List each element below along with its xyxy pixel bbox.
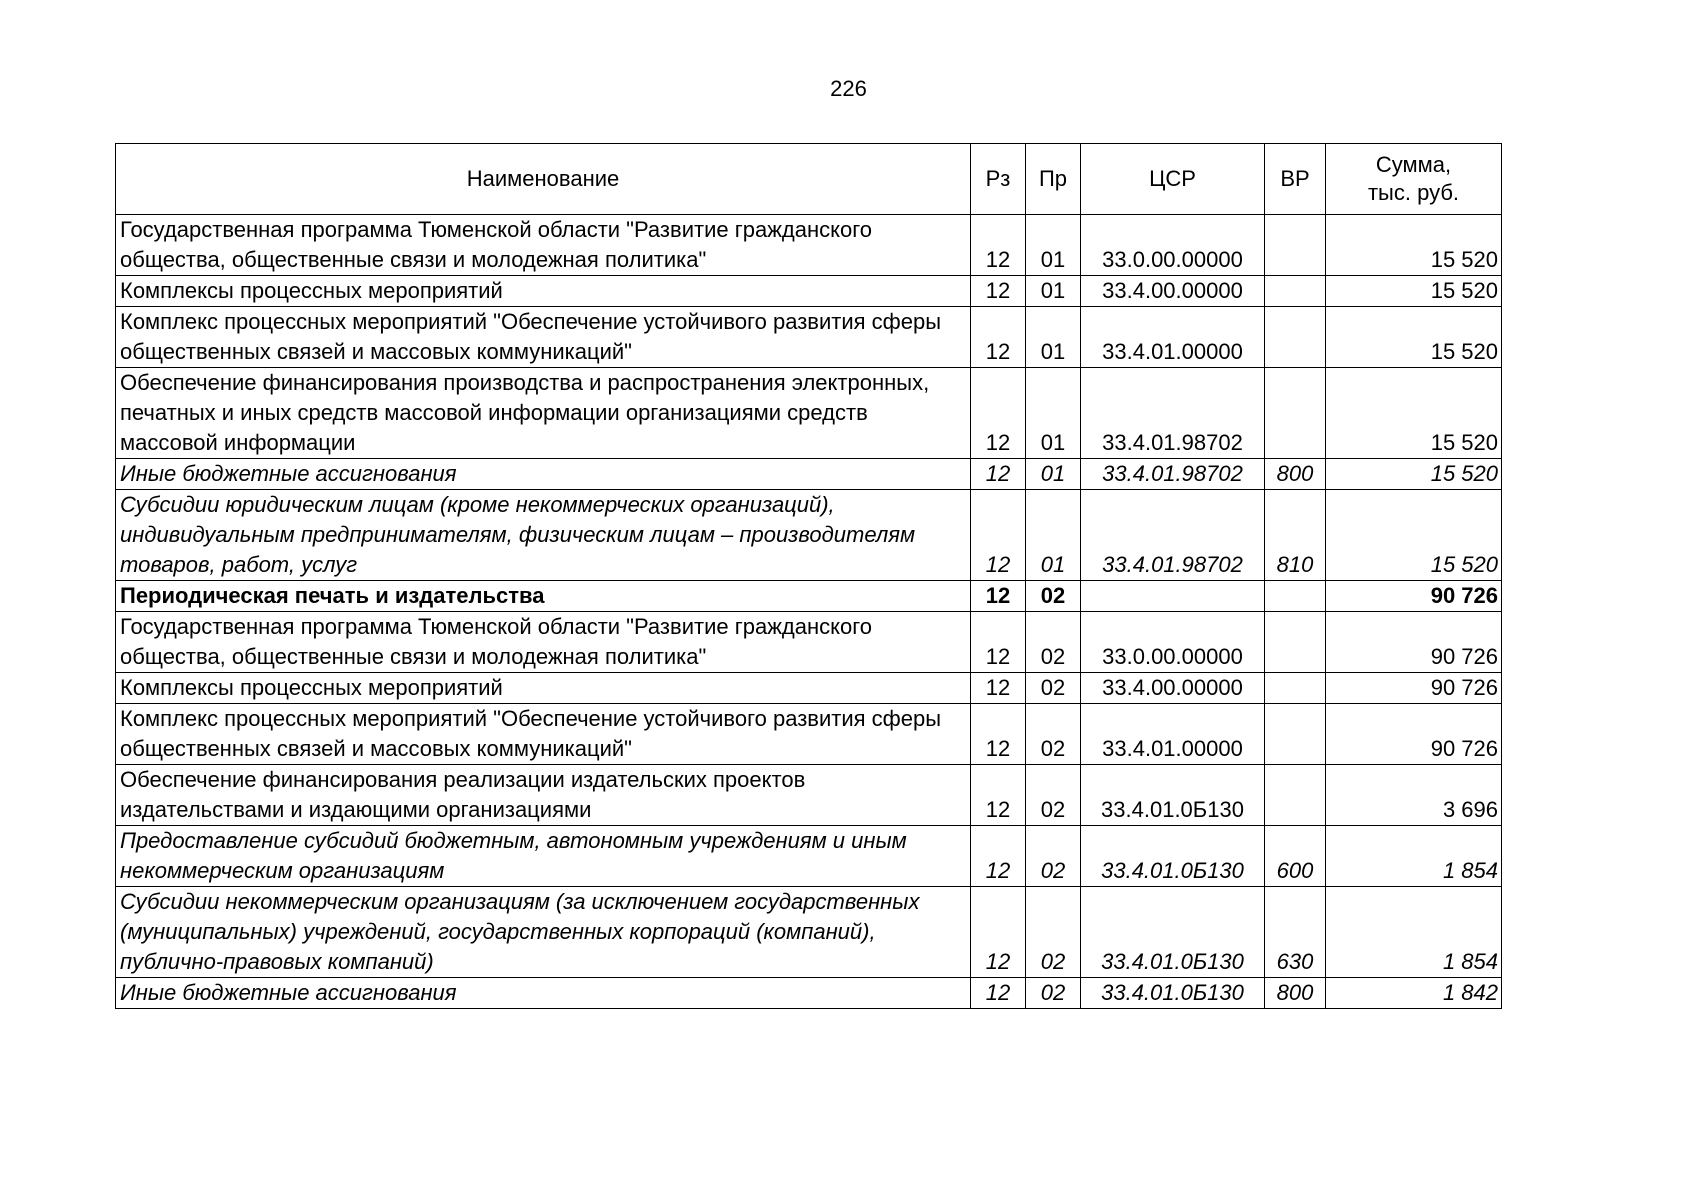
row-vr: 800 (1265, 978, 1326, 1009)
row-pr: 02 (1026, 704, 1081, 765)
row-sum: 3 696 (1326, 765, 1502, 826)
table-row (116, 276, 1502, 307)
table-row (116, 704, 1502, 765)
row-vr: 800 (1265, 459, 1326, 490)
row-name: Предоставление субсидий бюджетным, автономным учреждениям и иным некоммерческим организациям (116, 826, 971, 887)
table-row (116, 459, 1502, 490)
row-csr: 33.4.01.0Б130 (1081, 765, 1265, 826)
row-name: Комплексы процессных мероприятий (116, 276, 971, 307)
row-vr: 630 (1265, 887, 1326, 978)
row-rz: 12 (971, 581, 1026, 612)
table-row (116, 490, 1502, 581)
row-name: Обеспечение финансирования реализации издательских проектов издательствами и издающими организациями (116, 765, 971, 826)
table-row (116, 307, 1502, 368)
row-rz: 12 (971, 276, 1026, 307)
row-pr: 02 (1026, 581, 1081, 612)
row-name: Государственная программа Тюменской области "Развитие гражданского общества, общественные связи и молодежная политика" (116, 612, 971, 673)
row-sum: 1 854 (1326, 826, 1502, 887)
row-name: Комплекс процессных мероприятий "Обеспечение устойчивого развития сферы общественных связей и массовых коммуникаций" (116, 704, 971, 765)
header-pr: Пр (1026, 144, 1081, 215)
row-rz: 12 (971, 704, 1026, 765)
row-csr: 33.4.01.98702 (1081, 459, 1265, 490)
row-vr (1265, 307, 1326, 368)
row-pr: 01 (1026, 368, 1081, 459)
row-vr (1265, 581, 1326, 612)
budget-table (115, 143, 1502, 1009)
table-row (116, 826, 1502, 887)
table-row (116, 765, 1502, 826)
row-sum: 90 726 (1326, 673, 1502, 704)
row-pr: 01 (1026, 490, 1081, 581)
page-number: 226 (830, 76, 867, 101)
row-csr: 33.4.01.98702 (1081, 368, 1265, 459)
row-sum: 90 726 (1326, 612, 1502, 673)
table-row (116, 612, 1502, 673)
row-vr (1265, 673, 1326, 704)
header-sum (1326, 144, 1502, 215)
header-name: Наименование (116, 144, 971, 215)
row-csr: 33.4.01.00000 (1081, 704, 1265, 765)
row-csr: 33.0.00.00000 (1081, 612, 1265, 673)
row-csr: 33.0.00.00000 (1081, 215, 1265, 276)
row-pr: 02 (1026, 978, 1081, 1009)
row-sum: 90 726 (1326, 704, 1502, 765)
header-rz: Рз (971, 144, 1026, 215)
row-vr (1265, 612, 1326, 673)
row-rz: 12 (971, 673, 1026, 704)
row-rz: 12 (971, 490, 1026, 581)
row-name: Комплексы процессных мероприятий (116, 673, 971, 704)
header-sum-line2: тыс. руб. (1367, 180, 1460, 205)
row-sum: 1 854 (1326, 887, 1502, 978)
row-name: Иные бюджетные ассигнования (116, 459, 971, 490)
table-row (116, 978, 1502, 1009)
row-rz: 12 (971, 765, 1026, 826)
row-name: Обеспечение финансирования производства и распространения электронных, печатных и иных средств массовой информации организациями средств массовой информации (116, 368, 971, 459)
row-csr: 33.4.01.0Б130 (1081, 887, 1265, 978)
row-csr: 33.4.01.0Б130 (1081, 978, 1265, 1009)
table-row (116, 581, 1502, 612)
row-pr: 02 (1026, 887, 1081, 978)
row-sum: 90 726 (1326, 581, 1502, 612)
row-sum: 15 520 (1326, 490, 1502, 581)
row-name: Субсидии некоммерческим организациям (за исключением государственных (муниципальных) учреждений, государственных корпораций (компаний), публично-правовых компаний) (116, 887, 971, 978)
row-csr: 33.4.00.00000 (1081, 276, 1265, 307)
table-row (116, 673, 1502, 704)
table-header-row (116, 144, 1502, 215)
row-sum: 15 520 (1326, 276, 1502, 307)
row-rz: 12 (971, 307, 1026, 368)
row-name: Комплекс процессных мероприятий "Обеспечение устойчивого развития сферы общественных связей и массовых коммуникаций" (116, 307, 971, 368)
row-pr: 01 (1026, 215, 1081, 276)
row-sum: 15 520 (1326, 368, 1502, 459)
row-rz: 12 (971, 459, 1026, 490)
row-rz: 12 (971, 215, 1026, 276)
row-name: Субсидии юридическим лицам (кроме некоммерческих организаций), индивидуальным предпринимателям, физическим лицам – производителям товаров, работ, услуг (116, 490, 971, 581)
row-vr (1265, 215, 1326, 276)
row-vr (1265, 765, 1326, 826)
row-csr (1081, 581, 1265, 612)
row-pr: 01 (1026, 307, 1081, 368)
table-row (116, 368, 1502, 459)
row-rz: 12 (971, 612, 1026, 673)
row-pr: 02 (1026, 673, 1081, 704)
row-pr: 02 (1026, 612, 1081, 673)
row-csr: 33.4.01.0Б130 (1081, 826, 1265, 887)
row-sum: 1 842 (1326, 978, 1502, 1009)
row-rz: 12 (971, 978, 1026, 1009)
table-row (116, 887, 1502, 978)
row-rz: 12 (971, 826, 1026, 887)
row-name: Иные бюджетные ассигнования (116, 978, 971, 1009)
row-sum: 15 520 (1326, 215, 1502, 276)
header-vr: ВР (1265, 144, 1326, 215)
row-sum: 15 520 (1326, 459, 1502, 490)
row-vr (1265, 368, 1326, 459)
row-vr (1265, 704, 1326, 765)
row-sum: 15 520 (1326, 307, 1502, 368)
header-sum-line1: Сумма, (1375, 152, 1452, 177)
row-pr: 01 (1026, 276, 1081, 307)
row-pr: 01 (1026, 459, 1081, 490)
row-vr (1265, 276, 1326, 307)
row-rz: 12 (971, 368, 1026, 459)
row-csr: 33.4.00.00000 (1081, 673, 1265, 704)
row-csr: 33.4.01.98702 (1081, 490, 1265, 581)
row-pr: 02 (1026, 765, 1081, 826)
header-csr: ЦСР (1081, 144, 1265, 215)
row-pr: 02 (1026, 826, 1081, 887)
row-csr: 33.4.01.00000 (1081, 307, 1265, 368)
row-vr: 810 (1265, 490, 1326, 581)
row-vr: 600 (1265, 826, 1326, 887)
table-row (116, 215, 1502, 276)
row-rz: 12 (971, 887, 1026, 978)
row-name: Государственная программа Тюменской области "Развитие гражданского общества, общественные связи и молодежная политика" (116, 215, 971, 276)
row-name: Периодическая печать и издательства (116, 581, 971, 612)
